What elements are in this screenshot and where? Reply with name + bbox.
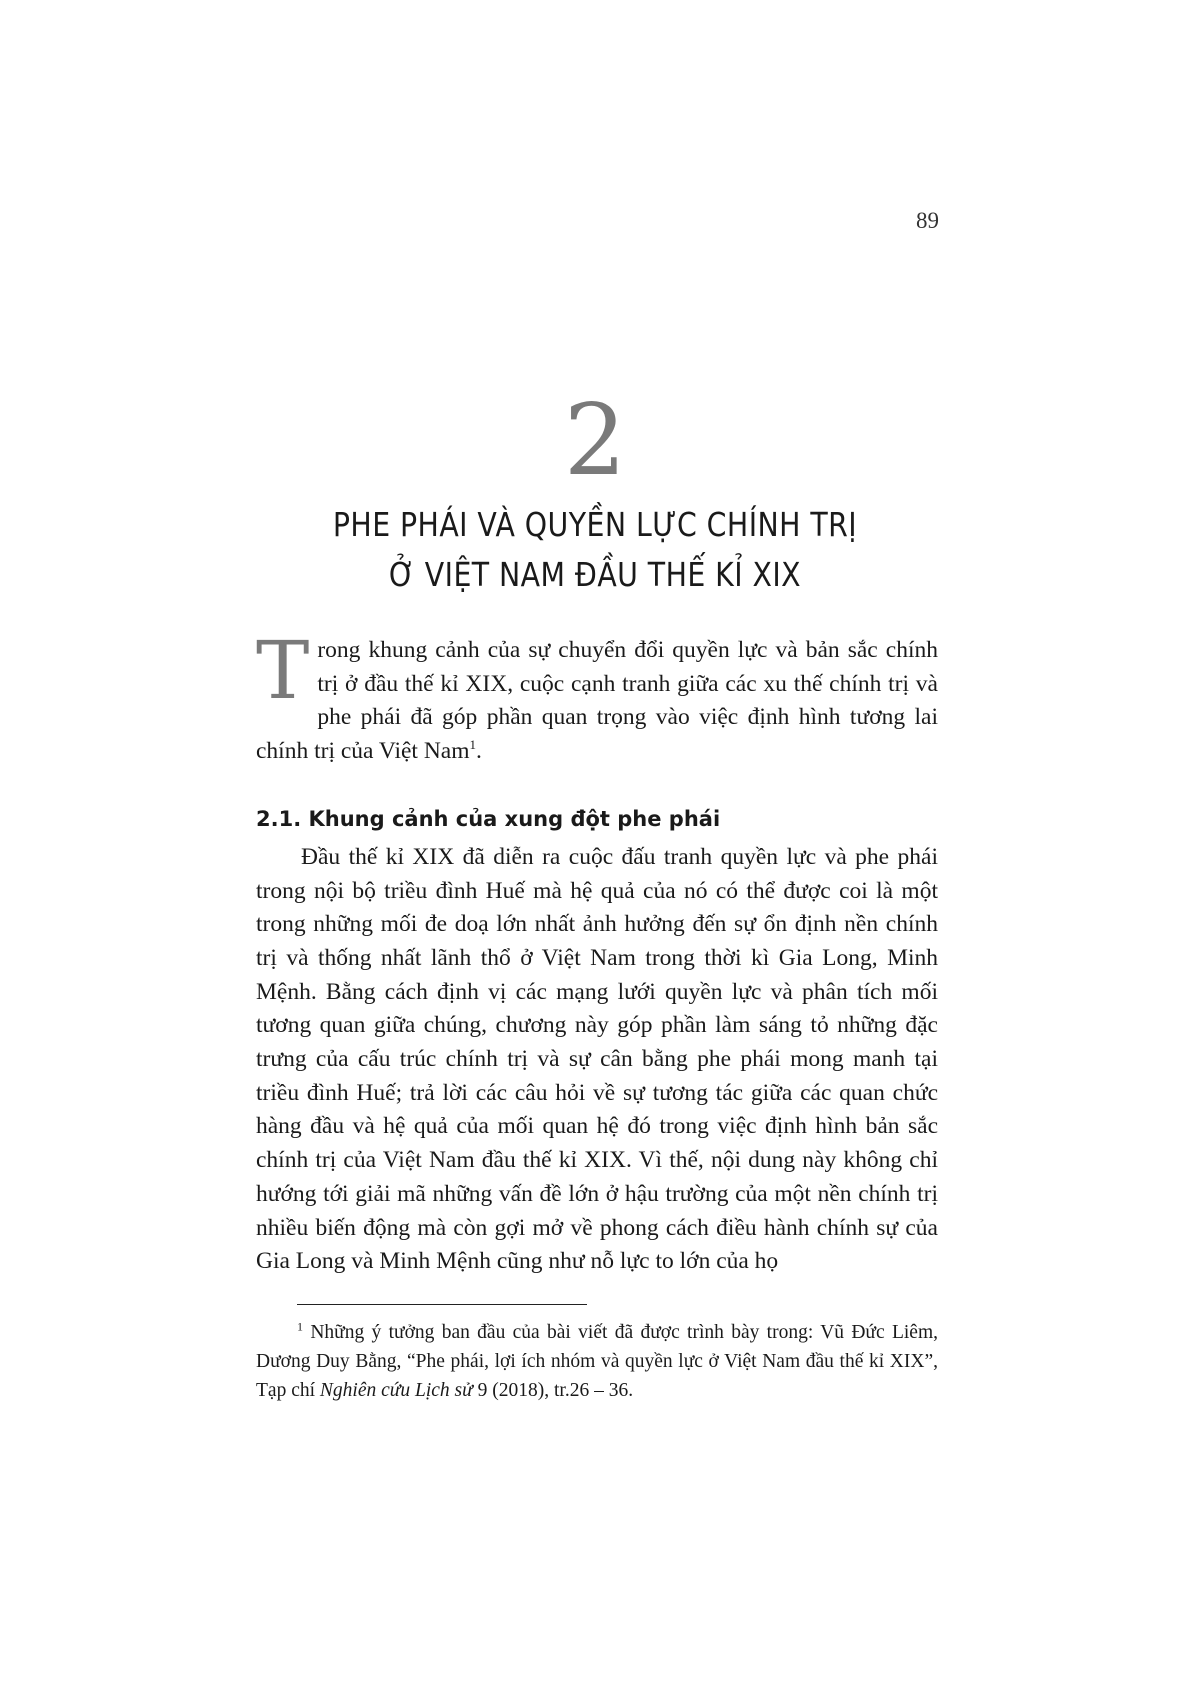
drop-cap: T [256, 624, 310, 717]
chapter-number: 2 [563, 384, 627, 498]
main-content [256, 624, 938, 1279]
section-paragraph: Đầu thế kỉ XIX đã diễn ra cuộc đấu tranh quyền lực và phe phái trong nội bộ triều đình Huế mà hệ quả của nó có thể được coi là một trong những mối đe doạ lớn nhất ảnh hưởng đến sự ổn định nền chính trị và thống nhất lãnh thổ ở Việt Nam trong thời kì Gia Long, Minh Mệnh. Bằng cách định vị các mạng lưới quyền lực và phân tích mối tương quan giữa chúng, chương này góp phần làm sáng tỏ những đặc trưng của cấu trúc chính trị và sự cân bằng phe phái mong manh tại triều đình Huế; trả lời các câu hỏi về sự tương tác giữa các quan chức hàng đầu và hệ quả của mối quan hệ đó trong việc định hình bản sắc chính trị của Việt Nam đầu thế kỉ XIX. Vì thế, nội dung này không chỉ hướng tới giải mã những vấn đề lớn ở hậu trường của một nền chính trị nhiều biến động mà còn gợi mở về phong cách điều hành chính sự của Gia Long và Minh Mệnh cũng như nỗ lực to lớn của họ [256, 843, 938, 1275]
footnote-text-after: 9 (2018), tr.26 – 36. [472, 1380, 634, 1401]
footnote-marker: 1 [297, 1319, 303, 1334]
chapter-title [83, 500, 1106, 600]
footnote [256, 1318, 938, 1405]
footnote-divider [297, 1304, 587, 1305]
footnote-text-before: Những ý tưởng ban đầu của bài viết đã được trình bày trong: Vũ Đức Liêm, Dương Duy Bằng, “Phe phái, lợi ích nhóm và quyền lực ở Việt Nam đầu thế kỉ XIX”, Tạp chí [256, 1322, 938, 1401]
page-number: 89 [916, 208, 939, 233]
intro-paragraph [256, 624, 938, 769]
intro-text: rong khung cảnh của sự chuyển đổi quyền lực và bản sắc chính trị ở đầu thế kỉ XIX, cuộc cạnh tranh giữa các xu thế chính trị và phe phái đã góp phần quan trọng vào việc định hình tương lai chính trị của Việt Nam [256, 637, 938, 765]
intro-end: . [476, 738, 482, 765]
footnote-reference[interactable]: 1 [469, 737, 477, 753]
chapter-title-line-2: Ở VIỆT NAM ĐẦU THẾ KỈ XIX [389, 555, 801, 594]
footnote-journal: Nghiên cứu Lịch sử [319, 1380, 473, 1401]
section-heading: 2.1. Khung cảnh của xung đột phe phái [256, 806, 721, 831]
chapter-title-line-1: PHE PHÁI VÀ QUYỀN LỰC CHÍNH TRỊ [332, 505, 858, 544]
